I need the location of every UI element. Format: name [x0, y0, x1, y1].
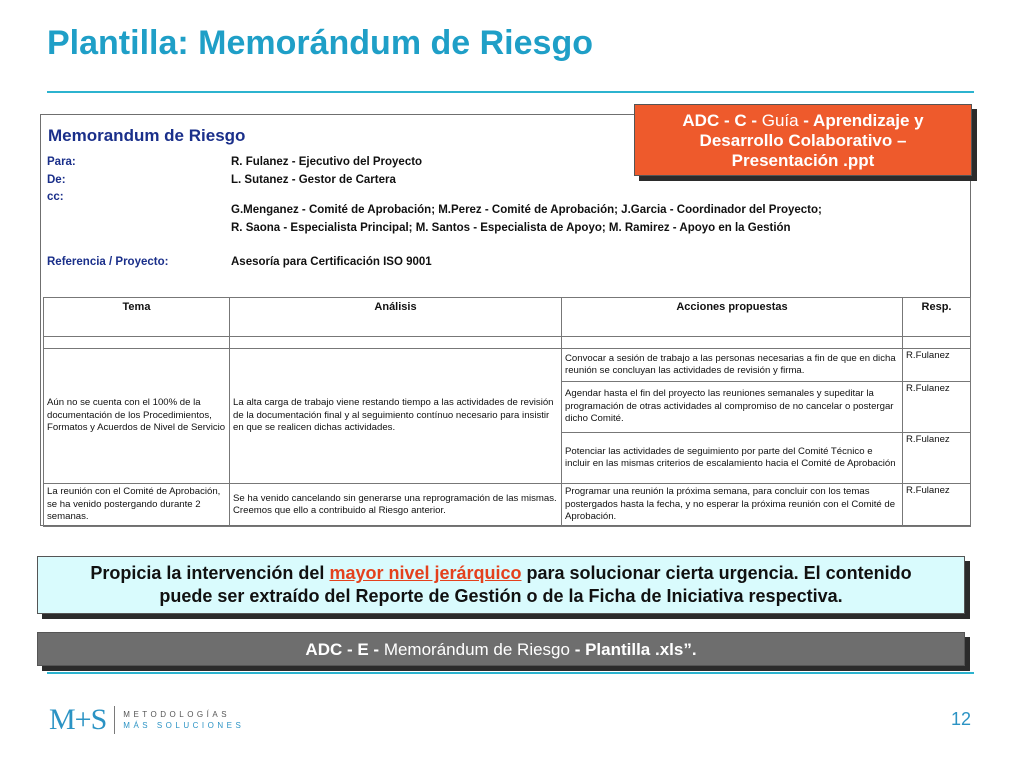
risk-table: [43, 297, 971, 527]
cc-label: cc:: [47, 191, 64, 203]
callout-red-line-2: Desarrollo Colaborativo –: [699, 131, 907, 150]
note-line-2: puede ser extraído del Reporte de Gestión o de la Ficha de Iniciativa respectiva.: [159, 586, 843, 606]
note-line-1: Propicia la intervención del mayor nivel jerárquico para solucionar cierta urgencia. El contenido: [90, 563, 912, 583]
reference-label: Referencia / Proyecto:: [47, 256, 169, 268]
table-row: [44, 484, 971, 527]
group1-analisis: La alta carga de trabajo viene restando tiempo a las actividades de revisión de la documentación final y al seguimiento contínuo necesario para insistir en que se realicen dichas actividades.: [230, 349, 562, 484]
header-tema: Tema: [44, 298, 230, 337]
callout-red-line-1: ADC - C - Guía - Aprendizaje y: [682, 111, 924, 130]
para-value: R. Fulanez - Ejecutivo del Proyecto: [231, 156, 423, 168]
group1-accion-1: Convocar a sesión de trabajo a las personas necesarias a fin de que en dicha reunión se concluyan las actividades de revisión y firma.: [562, 349, 903, 382]
group2-analisis: Se ha venido cancelando sin generarse una reprogramación de las mismas. Creemos que ello a contribuido al Riesgo anterior.: [230, 484, 562, 527]
reference-value: Asesoría para Certificación ISO 9001: [231, 256, 432, 268]
table-row: [44, 349, 971, 382]
group1-tema: Aún no se cuenta con el 100% de la documentación de los Procedimientos, Formatos y Acuerdos de Nivel de Servicio: [44, 349, 230, 484]
header-analisis: Análisis: [230, 298, 562, 337]
logo-wordmark: METODOLOGÍAS MÁS SOLUCIONES: [123, 710, 245, 730]
logo-separator: [114, 706, 115, 734]
reference-callout-adc-c: [634, 104, 972, 176]
memo-title: Memorandum de Riesgo: [48, 126, 246, 145]
logo-mark: M+S: [49, 703, 107, 736]
group1-accion-3: Potenciar las actividades de seguimiento por parte del Comité Técnico e incluir en las mismas criterios de escalamiento hacia el Comité de Aprobación: [562, 433, 903, 484]
para-label: Para:: [47, 156, 76, 168]
de-value: L. Sutanez - Gestor de Cartera: [231, 174, 396, 186]
group2-tema: La reunión con el Comité de Aprobación, se ha venido postergando durante 2 semanas.: [44, 484, 230, 527]
cc-line-1: G.Menganez - Comité de Aprobación; M.Perez - Comité de Aprobación; J.Garcia - Coordinador del Proyecto;: [231, 204, 822, 216]
header-acciones: Acciones propuestas: [562, 298, 903, 337]
spacer-row: [44, 337, 971, 349]
de-label: De:: [47, 174, 66, 186]
group2-accion: Programar una reunión la próxima semana, para concluir con los temas postergados hasta la fecha, y no esperar la próxima reunión con el Comité de Aprobación.: [562, 484, 903, 527]
top-divider: [47, 91, 974, 93]
callout-red-line-3: Presentación .ppt: [731, 151, 875, 170]
group1-accion-2: Agendar hasta el fin del proyecto las reuniones semanales y supeditar la programación de otras actividades al compromiso de no cancelar o postergar dicho Comité.: [562, 382, 903, 433]
group1-resp-2: R.Fulanez: [903, 382, 971, 433]
header-resp: Resp.: [903, 298, 971, 337]
cc-line-2: R. Saona - Especialista Principal; M. Santos - Especialista de Apoyo; M. Ramirez - Apoyo en la Gestión: [231, 222, 791, 234]
group2-resp: R.Fulanez: [903, 484, 971, 527]
mayor-nivel-link[interactable]: mayor nivel jerárquico: [329, 563, 522, 583]
page-number: 12: [950, 709, 971, 729]
group1-resp-1: R.Fulanez: [903, 349, 971, 382]
reference-callout-adc-e: ADC - E - Memorándum de Riesgo - Plantilla .xls”.: [37, 632, 965, 666]
note-callout: [37, 556, 965, 614]
company-logo: [49, 703, 244, 737]
slide-title: Plantilla: Memorándum de Riesgo: [47, 24, 593, 62]
group1-resp-3: R.Fulanez: [903, 433, 971, 484]
bottom-divider: [47, 672, 974, 674]
